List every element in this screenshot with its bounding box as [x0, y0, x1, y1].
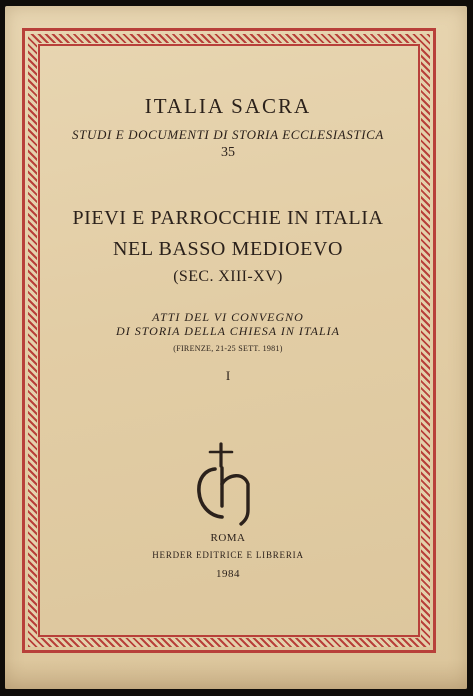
tome-number: I: [225, 368, 231, 383]
imprint-year: 1984: [216, 568, 240, 580]
series-volume-number: 35: [221, 145, 235, 160]
herder-monogram-icon: [194, 440, 256, 526]
conference-dates: (FIRENZE, 21-25 SETT. 1981): [173, 344, 283, 353]
main-title-line-2: NEL BASSO MEDIOEVO: [112, 238, 344, 260]
series-title: ITALIA SACRA: [144, 94, 312, 118]
main-title-period: (SEC. XIII-XV): [173, 268, 283, 285]
proceedings-line-1: ATTI DEL VI CONVEGNO: [152, 310, 304, 324]
book-cover: [5, 6, 467, 689]
proceedings-line-2: DI STORIA DELLA CHIESA IN ITALIA: [116, 324, 340, 338]
imprint-place: ROMA: [210, 532, 246, 544]
imprint-publisher: HERDER EDITRICE E LIBRERIA: [152, 550, 304, 560]
series-subtitle: STUDI E DOCUMENTI DI STORIA ECCLESIASTICA: [72, 127, 384, 142]
main-title-line-1: PIEVI E PARROCCHIE IN ITALIA: [72, 207, 384, 229]
cover-wear-shading: [5, 659, 467, 689]
